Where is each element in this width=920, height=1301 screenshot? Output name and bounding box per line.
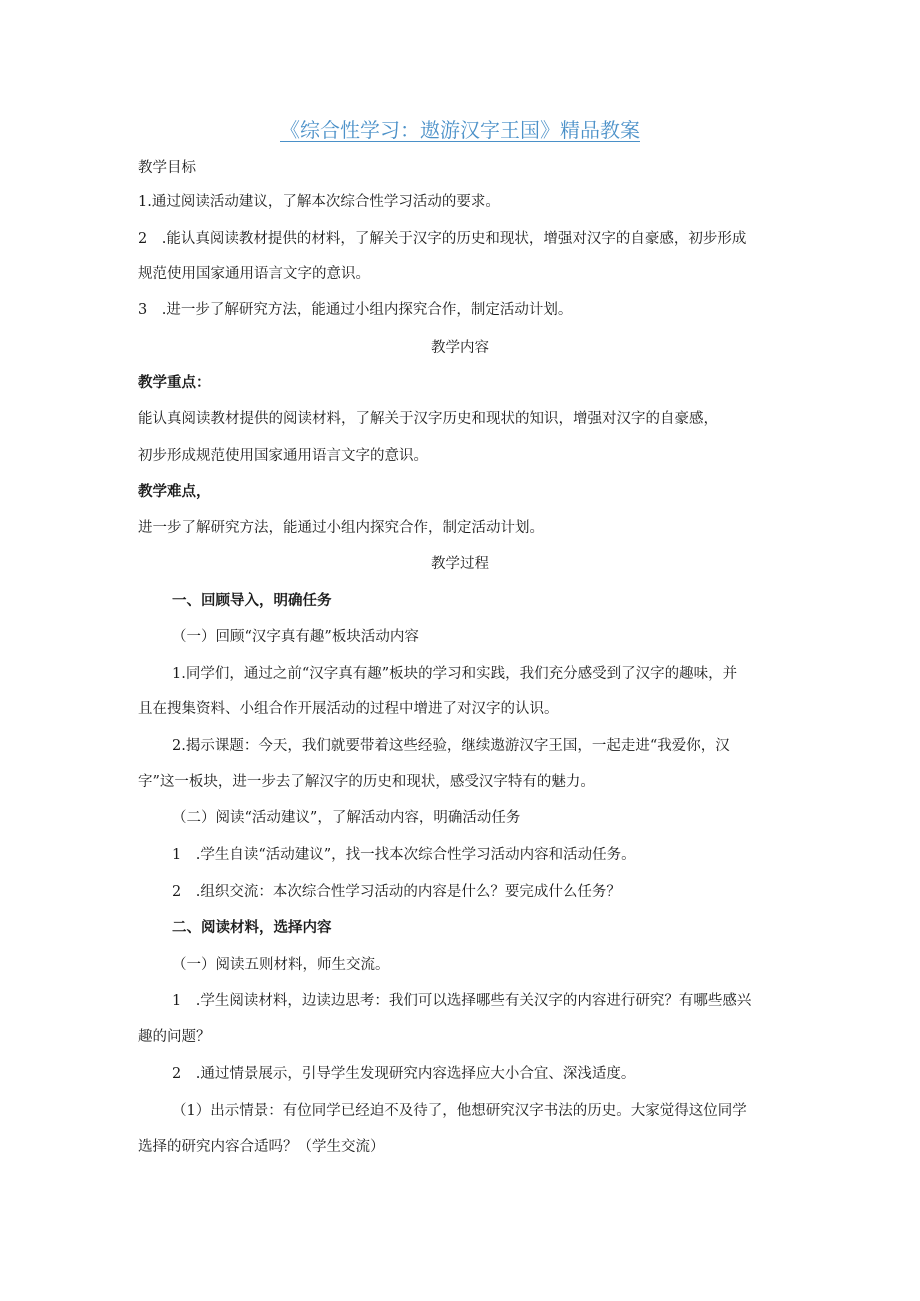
item-2-1-2-a-line-1: （1）出示情景：有位同学已经迫不及待了，他想研究汉字书法的历史。大家觉得这位同学 <box>172 1103 747 1119</box>
document-title: 《综合性学习：遨游汉字王国》精品教案 <box>280 118 640 142</box>
item-2-1-2-a-line-2: 选择的研究内容合适吗？（学生交流） <box>138 1139 385 1155</box>
item-1-1-1-line-1: 1.同学们，通过之前“汉字真有趣”板块的学习和实践，我们充分感受到了汉字的趣味，并 <box>172 666 738 682</box>
difficulty-text: 进一步了解研究方法，能通过小组内探究合作，制定活动计划。 <box>138 520 544 536</box>
goal-1: 1.通过阅读活动建议，了解本次综合性学习活动的要求。 <box>138 194 500 210</box>
item-1-2-2: 2 .组织交流：本次综合性学习活动的内容是什么？要完成什么任务？ <box>172 884 621 900</box>
process-heading: 教学过程 <box>431 556 489 572</box>
item-1-2-1: 1 .学生自读“活动建议”，找一找本次综合性学习活动内容和活动任务。 <box>172 847 636 863</box>
content-heading: 教学内容 <box>431 340 489 356</box>
difficulty-heading: 教学难点， <box>138 483 211 500</box>
key-points-heading: 教学重点： <box>138 374 211 391</box>
item-2-1-1-line-2: 趣的问题？ <box>138 1029 211 1045</box>
goal-2-line-1: 2 .能认真阅读教材提供的材料，了解关于汉字的历史和现状，增强对汉字的自豪感，初步形成 <box>138 231 747 247</box>
section-1-heading: 一、回顾导入，明确任务 <box>172 592 332 609</box>
item-2-1-1-line-1: 1 .学生阅读材料，边读边思考：我们可以选择哪些有关汉字的内容进行研究？有哪些感兴 <box>172 993 752 1009</box>
key-points-line-1: 能认真阅读教材提供的阅读材料，了解关于汉字历史和现状的知识，增强对汉字的自豪感， <box>138 411 718 427</box>
item-2-1-2: 2 .通过情景展示，引导学生发现研究内容选择应大小合宜、深浅适度。 <box>172 1066 636 1082</box>
subsection-1-1: （一）回顾“汉字真有趣”板块活动内容 <box>172 629 419 645</box>
goals-heading: 教学目标 <box>138 160 196 176</box>
goal-2-line-2: 规范使用国家通用语言文字的意识。 <box>138 266 370 282</box>
key-points-line-2: 初步形成规范使用国家通用语言文字的意识。 <box>138 448 428 464</box>
item-1-1-2-line-1: 2.揭示课题：今天，我们就要带着这些经验，继续遨游汉字王国，一起走进“我爱你，汉 <box>172 738 730 754</box>
subsection-2-1: （一）阅读五则材料，师生交流。 <box>172 957 390 973</box>
item-1-1-2-line-2: 字”这一板块，进一步去了解汉字的历史和现状，感受汉字特有的魅力。 <box>138 774 595 790</box>
section-2-heading: 二、阅读材料，选择内容 <box>172 919 332 936</box>
goal-3: 3 .进一步了解研究方法，能通过小组内探究合作，制定活动计划。 <box>138 302 573 318</box>
item-1-1-1-line-2: 且在搜集资料、小组合作开展活动的过程中增进了对汉字的认识。 <box>138 701 559 717</box>
subsection-1-2: （二）阅读“活动建议”，了解活动内容，明确活动任务 <box>172 810 521 826</box>
